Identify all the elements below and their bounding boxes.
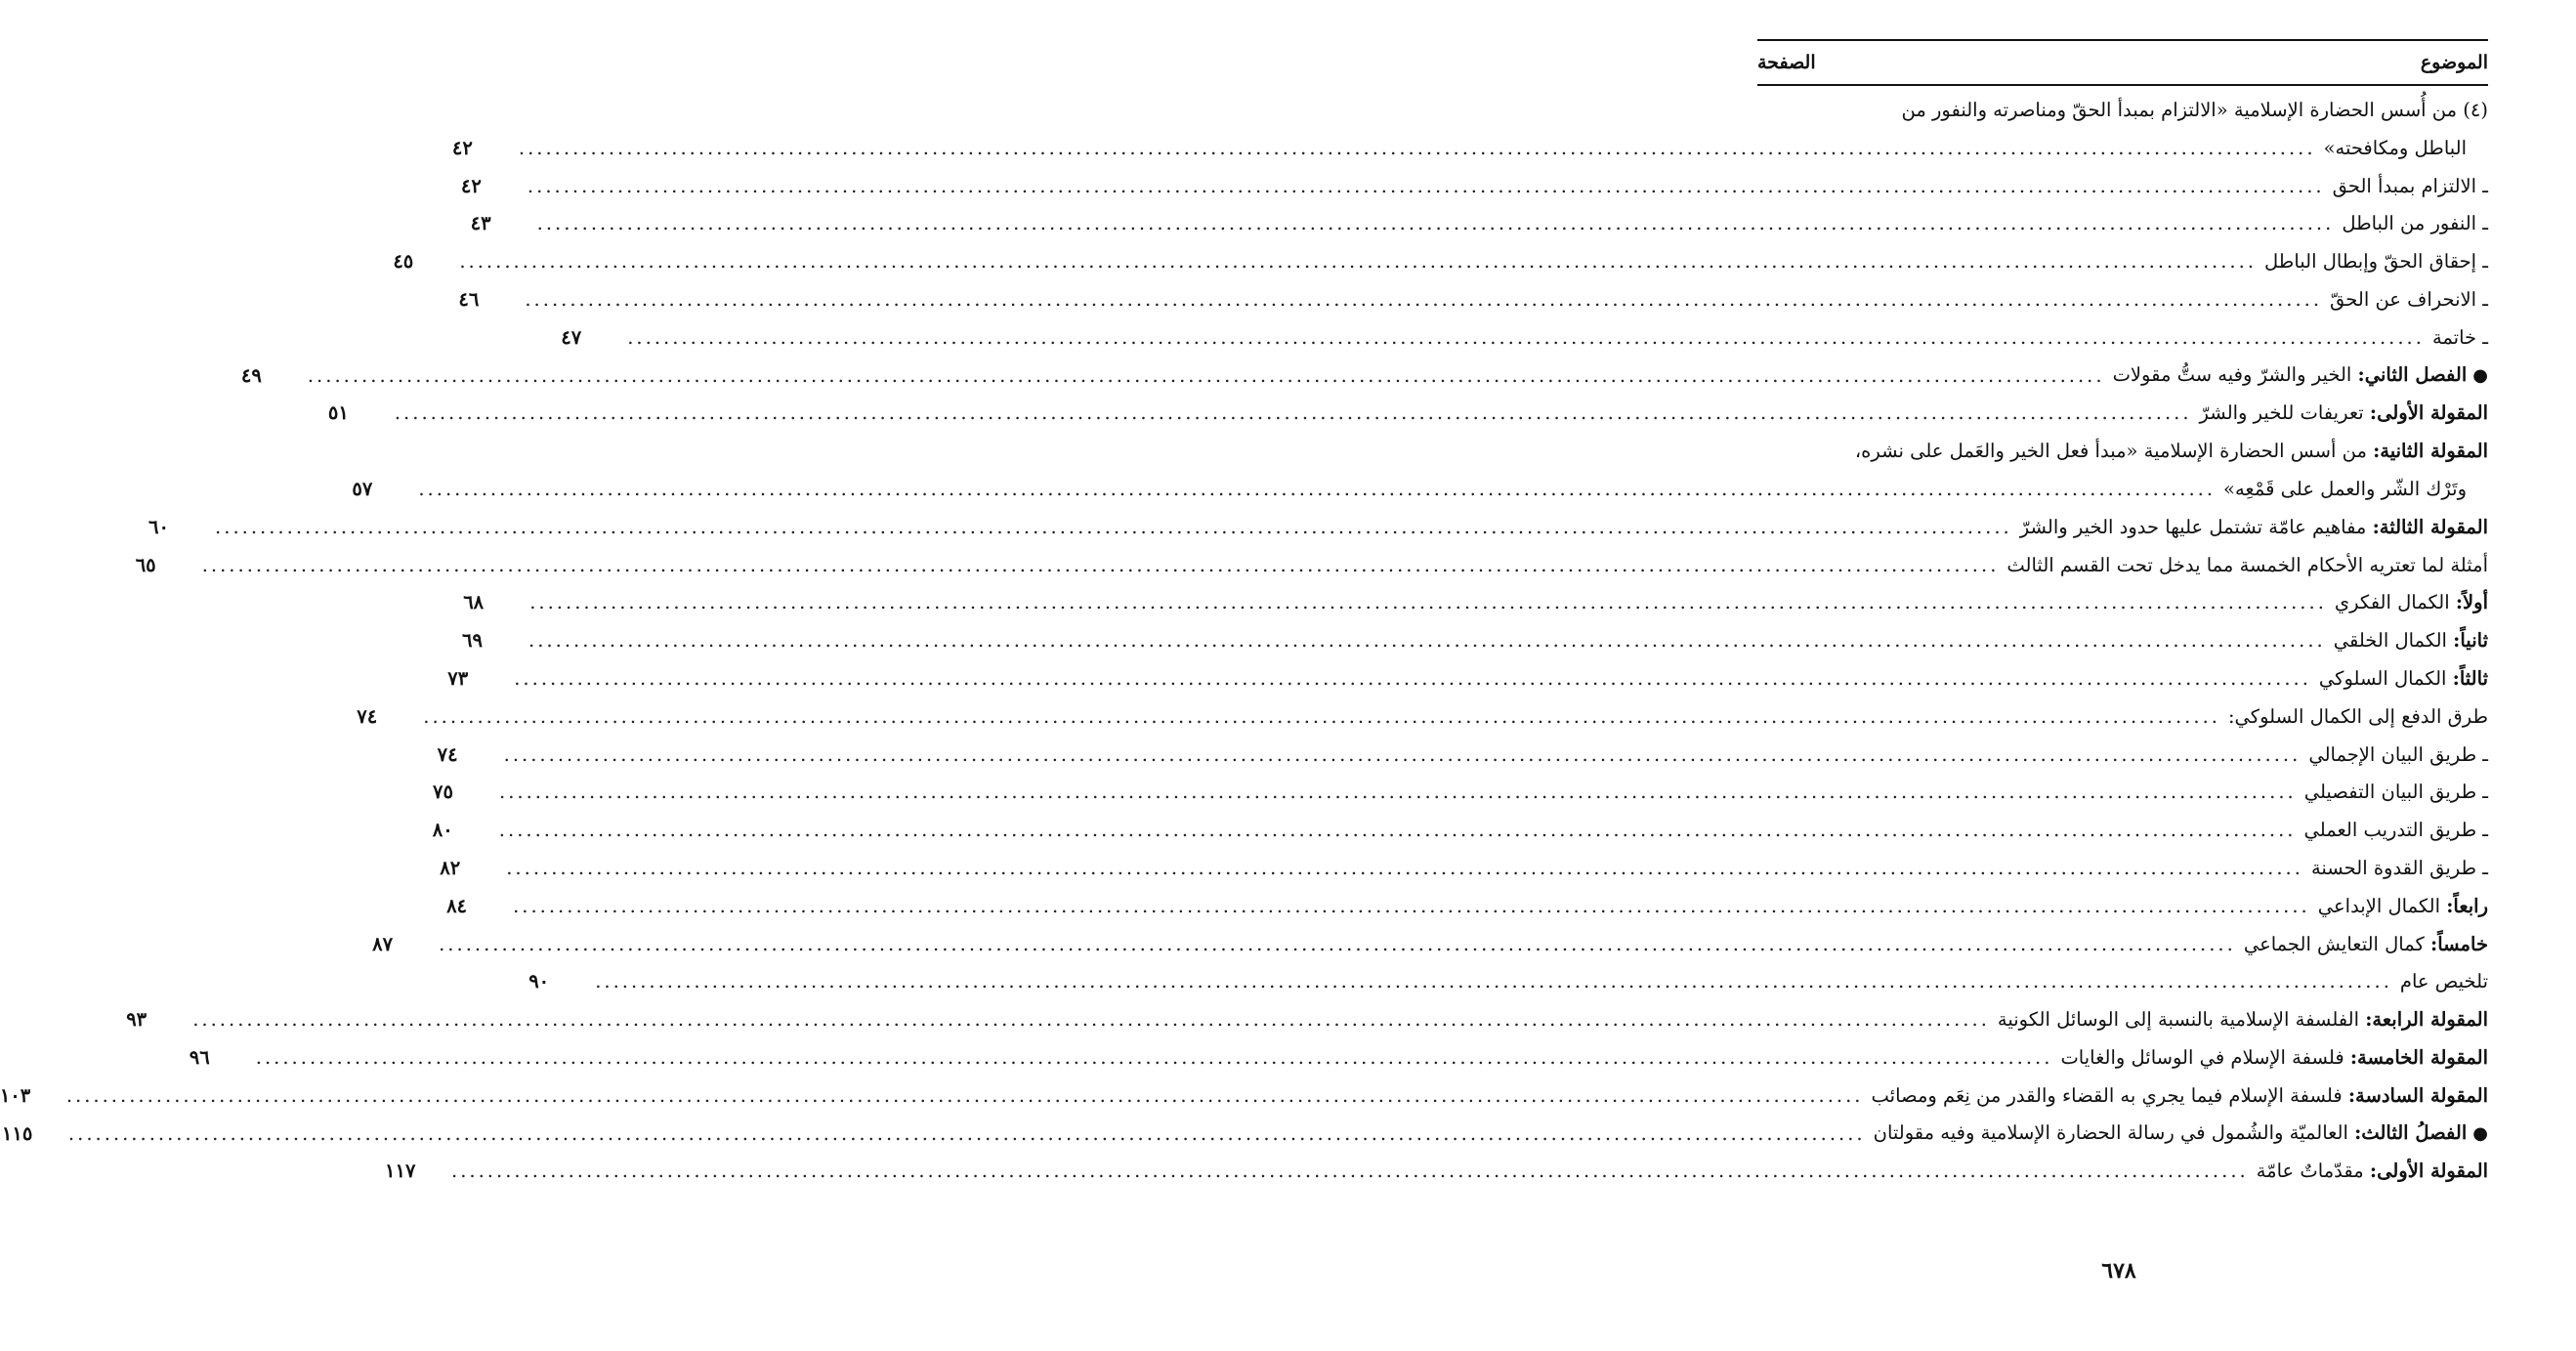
toc-entry-title <box>2318 888 2488 926</box>
toc-entry-title <box>2244 926 2488 964</box>
leader-dots: ........................................................................................................................................................................................................ <box>627 325 2425 349</box>
toc-entry <box>470 205 2488 243</box>
toc-entry-page: ٤٢ <box>460 174 482 197</box>
leader-dots: ........................................................................................................................................................................................................ <box>201 553 2000 576</box>
leader-dots: ........................................................................................................................................................................................................ <box>255 1045 2053 1069</box>
leader-dots: ........................................................................................................................................................................................................ <box>536 212 2335 235</box>
toc-entry-title <box>2264 243 2488 281</box>
leader-dots: ........................................................................................................................................................................................................ <box>595 970 2392 993</box>
toc-entry-text: الكمال الإبداعي <box>2317 894 2447 917</box>
toc-entry-text: الخير والشرّ وفيه ستُّ مقولات <box>2112 362 2358 386</box>
toc-entry-page: ٥٧ <box>352 477 373 500</box>
toc-entry-label: خامساً: <box>2430 932 2488 955</box>
leader-dots: ........................................................................................................................................................................................................ <box>65 1083 1864 1107</box>
leader-dots: ........................................................................................................................................................................................................ <box>525 287 2323 311</box>
toc-entry <box>1757 92 2488 130</box>
leader-dots: ........................................................................................................................................................................................................ <box>459 250 2258 274</box>
toc-entry-text: ـ النفور من الباطل <box>2342 212 2488 235</box>
toc-entry-title <box>1901 92 2488 130</box>
toc-entry-title <box>2334 622 2488 660</box>
toc-entry <box>561 319 2488 358</box>
toc-entry-title <box>2060 1039 2488 1077</box>
leader-dots: ........................................................................................................................................................................................................ <box>527 174 2325 197</box>
toc-entry-title <box>1855 433 2488 471</box>
toc-entry <box>447 660 2488 698</box>
toc-entry-title <box>1874 1115 2488 1154</box>
toc-entry-title <box>2311 850 2488 888</box>
toc-entry-page: ٦٩ <box>462 629 483 653</box>
toc-entry <box>463 584 2488 622</box>
toc-entry-title <box>2333 168 2488 206</box>
toc-entry-page: ٧٥ <box>433 781 453 804</box>
toc-entry-label: ثالثاً: <box>2452 666 2488 690</box>
leader-dots: ........................................................................................................................................................................................................ <box>503 742 2302 766</box>
page-number: ٦٧٨ <box>2101 1258 2136 1284</box>
toc-entry-label: المقولة الثالثة: <box>2372 515 2488 538</box>
toc-entry-text: من أسس الحضارة الإسلامية «مبدأ فعل الخير والعَمل على نشره، <box>1854 440 2374 463</box>
toc-entry-page: ٨٢ <box>440 856 461 879</box>
toc-entry-text: فلسفة الإسلام في الوسائل والغايات <box>2060 1045 2350 1069</box>
toc-entry <box>462 622 2488 660</box>
toc-entry-title <box>2304 812 2489 850</box>
toc-entry <box>372 926 2488 964</box>
toc-entry <box>1757 433 2488 471</box>
toc-entry <box>126 1001 2488 1039</box>
leader-dots: ........................................................................................................................................................................................................ <box>67 1121 1866 1145</box>
toc-entry-title <box>2257 1153 2488 1191</box>
leader-dots: ........................................................................................................................................................................................................ <box>192 1008 1990 1032</box>
leader-dots: ........................................................................................................................................................................................................ <box>499 781 2297 804</box>
toc-entry-text: مقدّماتٌ عامّة <box>2256 1160 2370 1183</box>
toc-entry-text: تلخيص عام <box>2399 970 2488 993</box>
toc-entry-page: ٤٢ <box>451 136 473 159</box>
toc-entry-text: الفلسفة الإسلامية بالنسبة إلى الوسائل الكونية <box>1997 1008 2366 1032</box>
toc-entry-label: المقولة الخامسة: <box>2349 1045 2488 1069</box>
toc-entry <box>148 509 2488 547</box>
toc-entry-title <box>2432 319 2488 358</box>
leader-dots: ........................................................................................................................................................................................................ <box>518 136 2316 159</box>
bullet-icon: ● <box>2472 364 2488 386</box>
toc-entry-title <box>1872 1077 2488 1116</box>
toc-entry-text: الباطل ومكافحته» <box>2323 136 2467 159</box>
leader-dots: ........................................................................................................................................................................................................ <box>513 894 2310 917</box>
toc-entry-label: أولاً: <box>2455 591 2488 614</box>
leader-dots: ........................................................................................................................................................................................................ <box>529 591 2327 614</box>
toc-entry-text: (٤) من أُسس الحضارة الإسلامية «الالتزام بمبدأ الحقّ ومناصرته والنفور من <box>1901 99 2488 121</box>
toc-page <box>0 39 2488 1191</box>
toc-entry-text: ـ طريق البيان التفصيلي <box>2303 781 2488 804</box>
toc-entry <box>458 281 2488 319</box>
header-topic: الموضوع <box>2420 52 2488 73</box>
toc-entry <box>446 888 2488 926</box>
toc-entry-page: ٤٦ <box>458 287 480 311</box>
toc-entry <box>437 737 2488 775</box>
toc-entry-label: الفصل الثاني: <box>2357 362 2468 386</box>
toc-entry-text: الكمال الخلقي <box>2333 629 2454 653</box>
toc-entry-page: ٤٣ <box>470 212 491 235</box>
bullet-icon: ● <box>2472 1122 2488 1144</box>
toc-entry-page: ١١٧ <box>385 1160 416 1183</box>
toc-entry-page: ٨٧ <box>372 932 394 955</box>
toc-entry-text: ـ طريق البيان الإجمالي <box>2308 742 2488 766</box>
toc-entry-text: تعريفات للخير والشرّ <box>2199 401 2370 425</box>
toc-entry-page: ٨٠ <box>432 819 453 842</box>
toc-entry-label: رابعاً: <box>2446 894 2488 917</box>
toc-entry-text: العالميّة والشُمول في رسالة الحضارة الإسلامية وفيه مقولتان <box>1873 1120 2355 1144</box>
toc-entry-text: أمثلة لما تعتريه الأحكام الخمسة مما يدخل تحت القسم الثالث <box>2006 553 2488 576</box>
toc-entry-text: مفاهيم عامّة تشتمل عليها حدود الخير والشرّ <box>2019 515 2373 538</box>
header-page: الصفحة <box>1757 52 1816 73</box>
toc-entry-page: ٨٤ <box>446 894 468 917</box>
toc-entry <box>432 812 2488 850</box>
toc-entry-page: ٤٩ <box>240 363 262 387</box>
toc-entry-title <box>2304 774 2488 812</box>
toc-entry <box>385 1153 2488 1191</box>
toc-entry-title <box>1998 1001 2488 1039</box>
toc-entry-title <box>2223 471 2488 509</box>
toc-entry-text: ـ الالتزام بمبدأ الحق <box>2332 174 2488 197</box>
toc-entry-page: ٦٥ <box>135 553 156 576</box>
leader-dots: ........................................................................................................................................................................................................ <box>451 1160 2249 1183</box>
toc-entry-title <box>2330 281 2488 319</box>
toc-entry-label: ثانياً: <box>2453 629 2488 653</box>
toc-entry-title <box>2020 509 2488 547</box>
leader-dots: ........................................................................................................................................................................................................ <box>215 515 2012 538</box>
toc-entry-page: ٧٣ <box>447 666 469 690</box>
toc-entry-text: الكمال السلوكي <box>2318 666 2453 690</box>
toc-entry-text: ـ الانحراف عن الحقّ <box>2330 287 2488 311</box>
toc-entry-text: فلسفة الإسلام فيما يجري به القضاء والقدر من نِعَم ومصائب <box>1871 1083 2348 1107</box>
toc-entry-page: ٦٠ <box>148 515 169 538</box>
toc-entry-text: كمال التعايش الجماعي <box>2243 932 2431 955</box>
toc-entry-page: ١١٥ <box>1 1121 33 1145</box>
toc-entry-page: ٧٤ <box>357 704 378 728</box>
toc-entry-text: ـ طريق القدوة الحسنة <box>2310 856 2488 879</box>
toc-entry-text: ـ طريق التدريب العملي <box>2303 819 2488 842</box>
toc-entry <box>189 1039 2488 1077</box>
toc-entry-text: وتَرْك الشّر والعمل على قَمْعِه» <box>2223 477 2467 500</box>
toc-entry <box>327 395 2488 433</box>
toc-entry <box>135 547 2488 585</box>
toc-entry-title <box>2113 357 2488 396</box>
toc-entry-page: ٩٣ <box>126 1008 148 1032</box>
leader-dots: ........................................................................................................................................................................................................ <box>514 666 2311 690</box>
toc-entry-label: المقولة الأولى: <box>2369 1160 2488 1183</box>
leader-dots: ........................................................................................................................................................................................................ <box>423 704 2220 728</box>
toc-entry <box>357 698 2488 737</box>
toc-entry-page: ٩٠ <box>528 970 550 993</box>
toc-entry-title <box>2342 205 2488 243</box>
leader-dots: ........................................................................................................................................................................................................ <box>439 932 2236 955</box>
toc-entry <box>433 774 2488 812</box>
toc-entry-page: ٧٤ <box>437 742 458 766</box>
toc-entry <box>393 243 2488 281</box>
toc-entry-title <box>2006 547 2488 585</box>
toc-entry-page: ٦٨ <box>463 591 485 614</box>
toc-entry-label: المقولة الثانية: <box>2373 440 2488 463</box>
toc-entry-page: ٥١ <box>327 401 349 425</box>
toc-entry-label: المقولة الأولى: <box>2369 401 2488 425</box>
toc-entry-title <box>2324 130 2488 168</box>
header-rule <box>1757 84 2488 86</box>
toc-entry-title <box>2308 737 2488 775</box>
toc-entry-title <box>2228 698 2488 737</box>
leader-dots: ........................................................................................................................................................................................................ <box>498 819 2297 842</box>
toc-header <box>1757 41 2488 84</box>
toc-entry <box>0 1077 2488 1116</box>
toc-entry-page: ٩٦ <box>189 1045 210 1069</box>
toc-entry-title <box>2200 395 2488 433</box>
toc-entry <box>528 963 2488 1001</box>
toc-entry-title <box>2335 584 2488 622</box>
toc-entry <box>240 358 2488 396</box>
leader-dots: ........................................................................................................................................................................................................ <box>394 401 2192 425</box>
toc-entry-page: ٤٥ <box>393 250 414 274</box>
toc-entry-text: ـ إحقاق الحقّ وإبطال الباطل <box>2264 250 2488 274</box>
toc-entry-title <box>2319 660 2488 698</box>
toc-entry-page: ٤٧ <box>561 325 582 349</box>
toc-entry-label: الفصلُ الثالث: <box>2354 1120 2468 1144</box>
toc-entry-label: المقولة الرابعة: <box>2365 1008 2488 1032</box>
toc-entry-title <box>2400 963 2488 1001</box>
toc-entry-label: المقولة السادسة: <box>2347 1083 2488 1107</box>
leader-dots: ........................................................................................................................................................................................................ <box>528 629 2326 653</box>
toc-entry-text: الكمال الفكري <box>2334 591 2456 614</box>
toc-entry <box>451 130 2488 168</box>
leader-dots: ........................................................................................................................................................................................................ <box>307 363 2105 387</box>
leader-dots: ........................................................................................................................................................................................................ <box>418 477 2217 500</box>
toc-entry-text: ـ خاتمة <box>2431 325 2488 349</box>
toc-entry <box>1 1116 2488 1154</box>
leader-dots: ........................................................................................................................................................................................................ <box>506 856 2303 879</box>
toc-list <box>0 92 2488 1191</box>
toc-entry-text: طرق الدفع إلى الكمال السلوكي: <box>2227 704 2488 728</box>
toc-entry <box>440 850 2488 888</box>
toc-entry <box>460 168 2488 206</box>
toc-entry-page: ١٠٣ <box>0 1083 31 1107</box>
toc-entry <box>352 471 2488 509</box>
